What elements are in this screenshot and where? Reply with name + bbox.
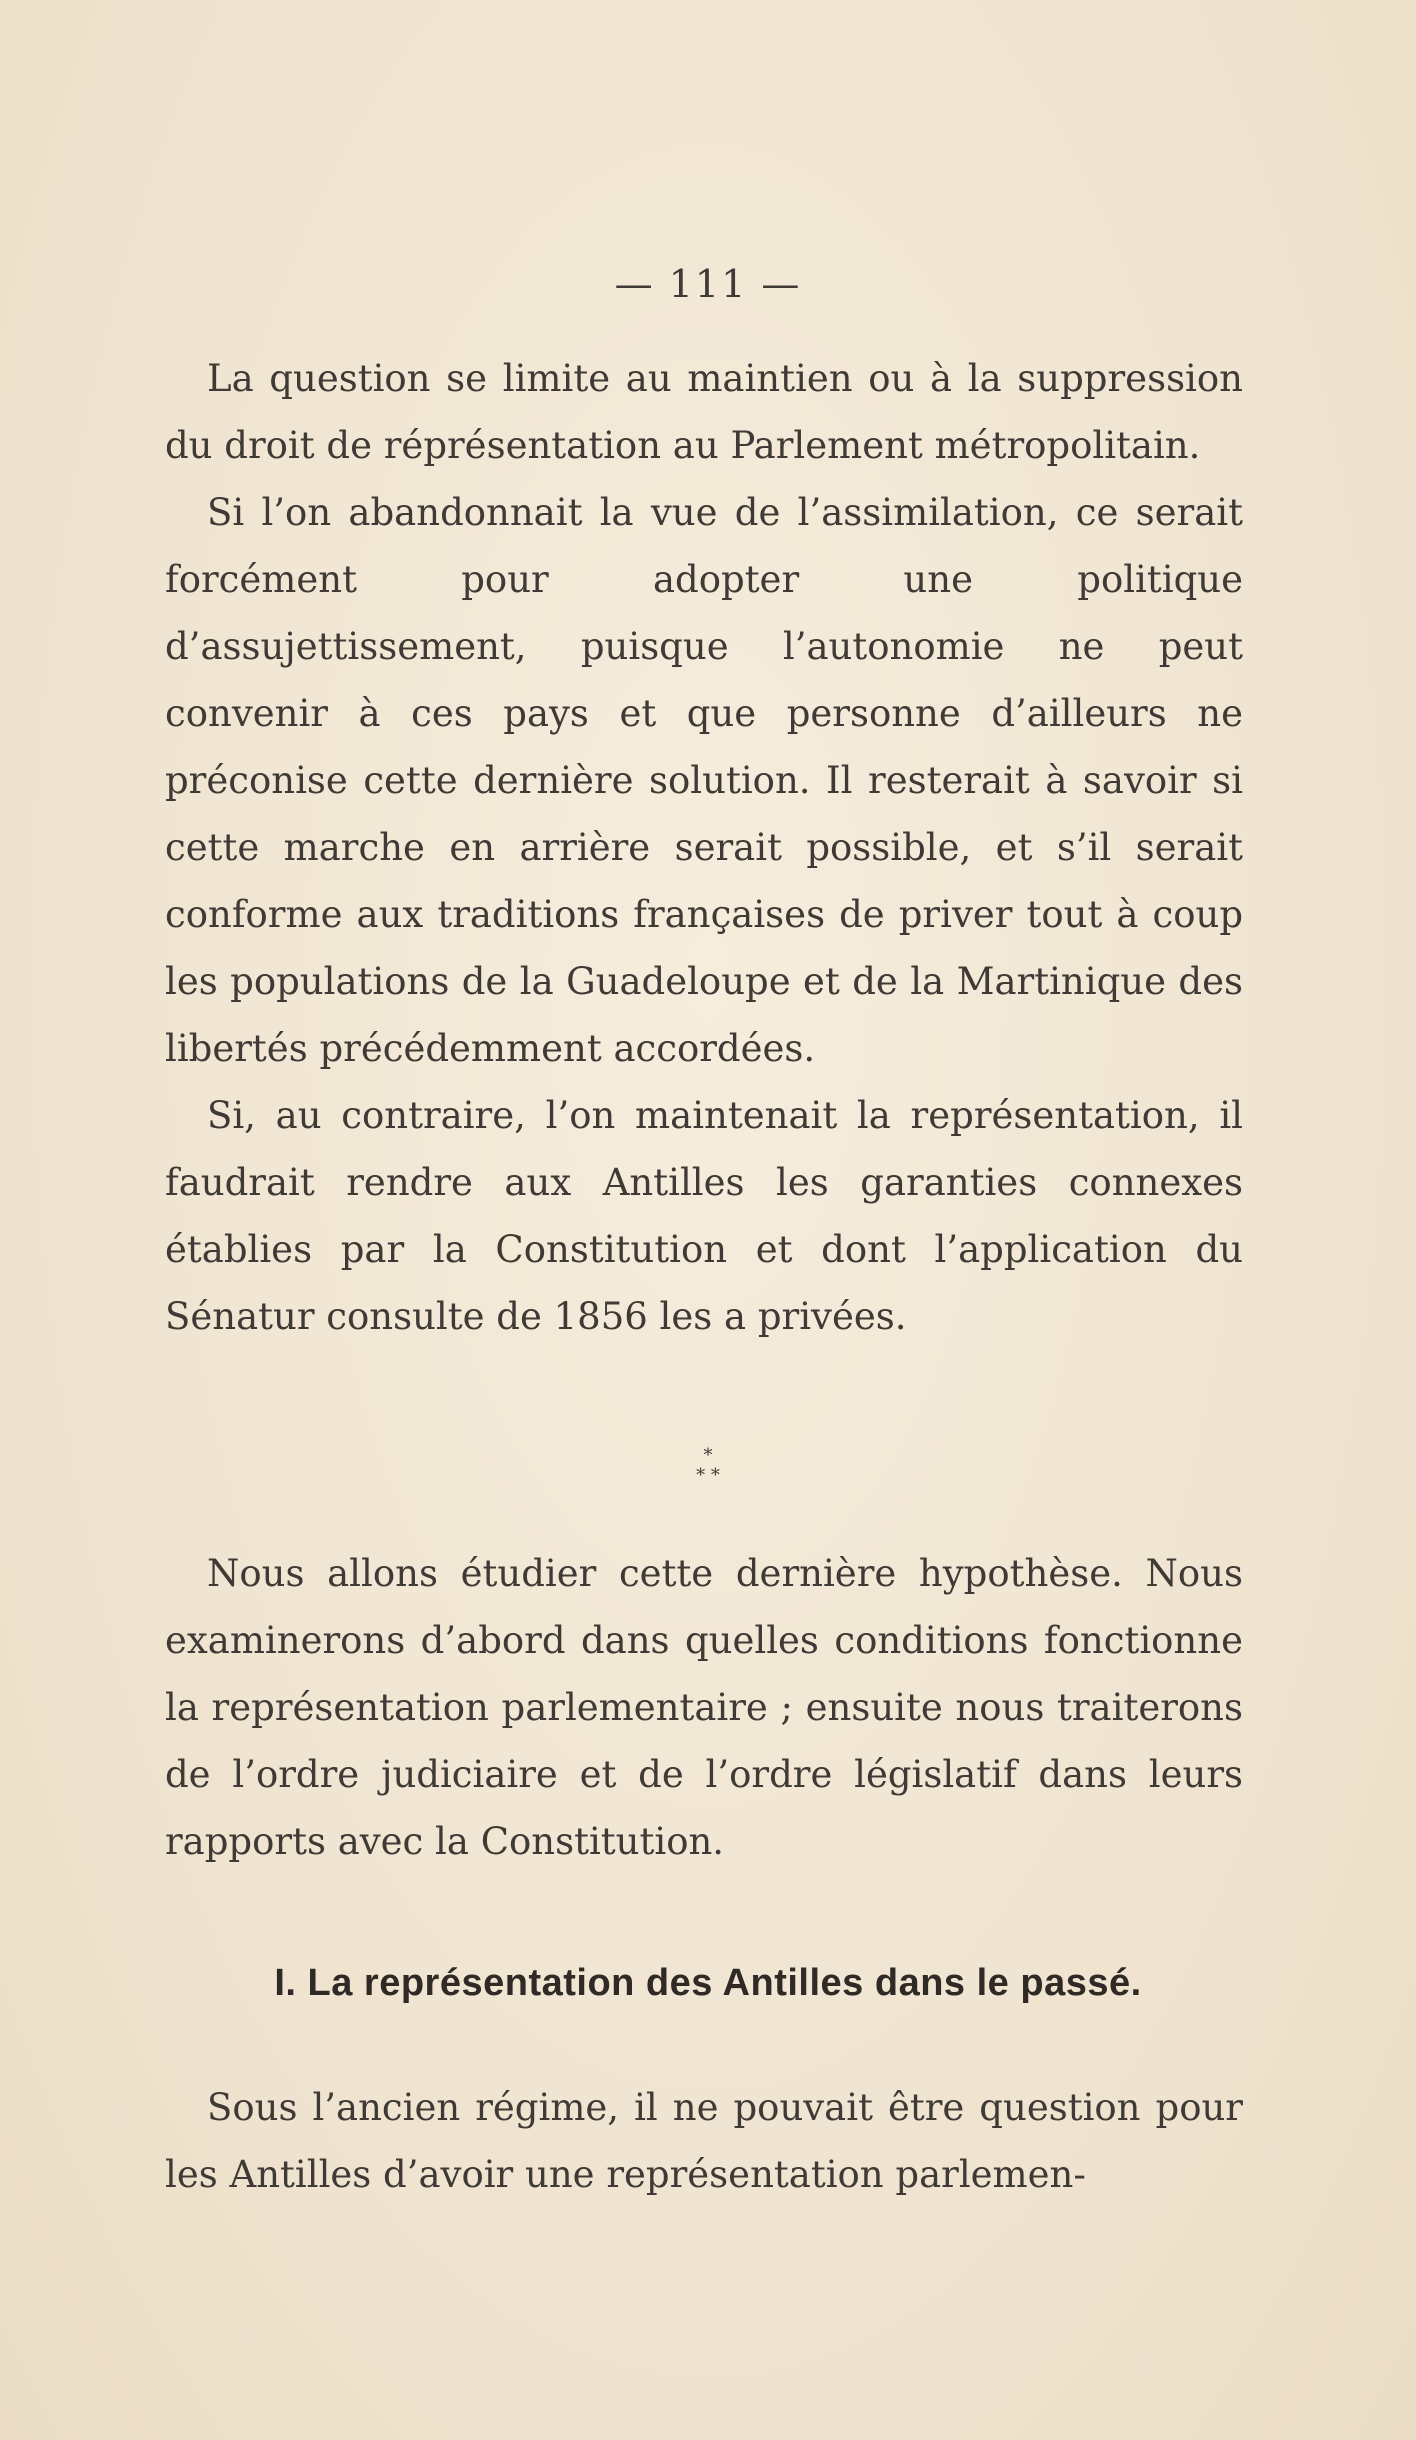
paragraph: La question se limite au maintien ou à la suppression du droit de réprésentation au Parlement métropolitain. — [165, 357, 1243, 467]
section-heading: I. La représentation des Antilles dans le passé. — [274, 1962, 1142, 2004]
text-block-middle — [165, 1540, 1243, 1875]
text-block-top — [165, 345, 1243, 1350]
asterism-separator — [0, 1446, 1416, 1486]
paragraph: Sous l’ancien régime, il ne pouvait être question pour les Antilles d’avoir une représentation parlemen- — [165, 2086, 1243, 2196]
asterism-top: * — [703, 1445, 713, 1466]
paragraph: Si, au contraire, l’on maintenait la représentation, il faudrait rendre aux Antilles les garanties connexes établies par la Constitution et dont l’application du Sénatur consulte de 1856 les a privées. — [165, 1094, 1243, 1338]
paragraph: Si l’on abandonnait la vue de l’assimilation, ce serait forcément pour adopter une politique d’assujettissement, puisque l’autonomie ne peut convenir à ces pays et que personne d’ailleurs ne préconise cette dernière solution. Il resterait à savoir si cette marche en arrière serait possible, et s’il serait conforme aux traditions françaises de priver tout à coup les populations de la Guadeloupe et de la Martinique des libertés précédemment accordées. — [165, 491, 1243, 1070]
page-number: — 111 — — [614, 262, 802, 306]
text-block-bottom — [165, 2074, 1243, 2208]
paragraph: Nous allons étudier cette dernière hypothèse. Nous examinerons d’abord dans quelles conditions fonctionne la représentation parlementaire ; ensuite nous traiterons de l’ordre judiciaire et de l’ordre législatif dans leurs rapports avec la Constitution. — [165, 1552, 1243, 1863]
asterism-bottom: * * — [696, 1465, 720, 1486]
